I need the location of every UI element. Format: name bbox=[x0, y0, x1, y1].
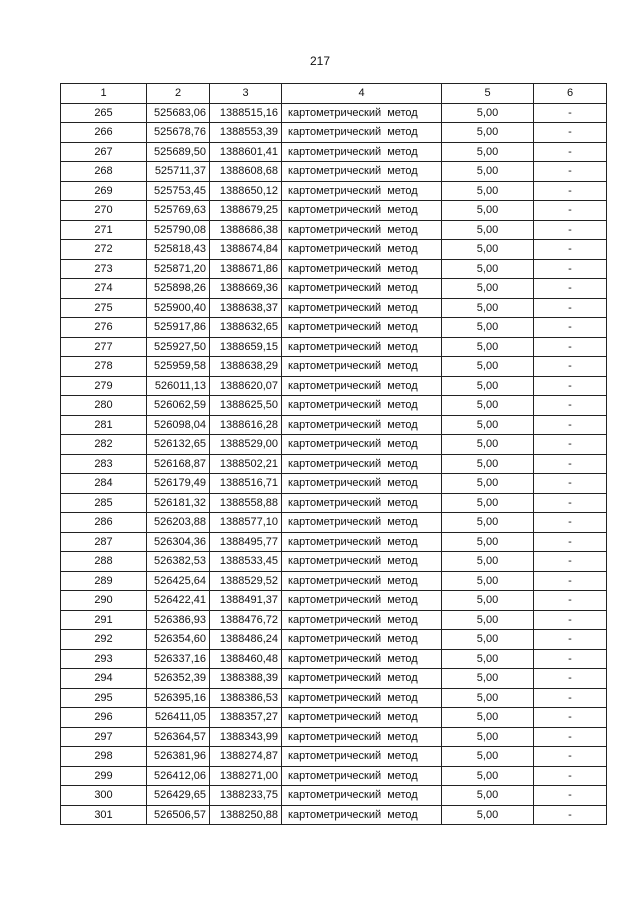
note-cell: - bbox=[534, 298, 607, 318]
accuracy-cell: 5,00 bbox=[442, 337, 534, 357]
note-cell: - bbox=[534, 747, 607, 767]
point-number-cell: 286 bbox=[61, 513, 147, 533]
note-cell: - bbox=[534, 552, 607, 572]
note-cell: - bbox=[534, 493, 607, 513]
method-cell: картометрический метод bbox=[282, 240, 442, 260]
accuracy-cell: 5,00 bbox=[442, 747, 534, 767]
header-cell-3: 3 bbox=[210, 84, 282, 104]
accuracy-cell: 5,00 bbox=[442, 201, 534, 221]
point-number-cell: 276 bbox=[61, 318, 147, 338]
note-cell: - bbox=[534, 708, 607, 728]
x-coordinate-cell: 525678,76 bbox=[147, 123, 210, 143]
table-row bbox=[61, 123, 607, 143]
y-coordinate-cell: 1388638,37 bbox=[210, 298, 282, 318]
point-number-cell: 298 bbox=[61, 747, 147, 767]
header-cell-5: 5 bbox=[442, 84, 534, 104]
table-row bbox=[61, 630, 607, 650]
y-coordinate-cell: 1388486,24 bbox=[210, 630, 282, 650]
method-cell: картометрический метод bbox=[282, 142, 442, 162]
y-coordinate-cell: 1388616,28 bbox=[210, 415, 282, 435]
y-coordinate-cell: 1388529,52 bbox=[210, 571, 282, 591]
note-cell: - bbox=[534, 435, 607, 455]
header-cell-2: 2 bbox=[147, 84, 210, 104]
point-number-cell: 292 bbox=[61, 630, 147, 650]
y-coordinate-cell: 1388476,72 bbox=[210, 610, 282, 630]
method-cell: картометрический метод bbox=[282, 279, 442, 299]
accuracy-cell: 5,00 bbox=[442, 493, 534, 513]
table-row bbox=[61, 103, 607, 123]
point-number-cell: 293 bbox=[61, 649, 147, 669]
y-coordinate-cell: 1388601,41 bbox=[210, 142, 282, 162]
point-number-cell: 283 bbox=[61, 454, 147, 474]
method-cell: картометрический метод bbox=[282, 532, 442, 552]
method-cell: картометрический метод bbox=[282, 259, 442, 279]
x-coordinate-cell: 526098,04 bbox=[147, 415, 210, 435]
y-coordinate-cell: 1388460,48 bbox=[210, 649, 282, 669]
table-header-row bbox=[61, 84, 607, 104]
x-coordinate-cell: 526203,88 bbox=[147, 513, 210, 533]
accuracy-cell: 5,00 bbox=[442, 259, 534, 279]
y-coordinate-cell: 1388515,16 bbox=[210, 103, 282, 123]
note-cell: - bbox=[534, 181, 607, 201]
note-cell: - bbox=[534, 591, 607, 611]
note-cell: - bbox=[534, 805, 607, 825]
method-cell: картометрический метод bbox=[282, 318, 442, 338]
y-coordinate-cell: 1388516,71 bbox=[210, 474, 282, 494]
table-row bbox=[61, 786, 607, 806]
note-cell: - bbox=[534, 259, 607, 279]
method-cell: картометрический метод bbox=[282, 649, 442, 669]
note-cell: - bbox=[534, 103, 607, 123]
table-row bbox=[61, 591, 607, 611]
point-number-cell: 295 bbox=[61, 688, 147, 708]
table-row bbox=[61, 220, 607, 240]
y-coordinate-cell: 1388357,27 bbox=[210, 708, 282, 728]
method-cell: картометрический метод bbox=[282, 493, 442, 513]
accuracy-cell: 5,00 bbox=[442, 435, 534, 455]
table-row bbox=[61, 727, 607, 747]
point-number-cell: 288 bbox=[61, 552, 147, 572]
table-row bbox=[61, 279, 607, 299]
accuracy-cell: 5,00 bbox=[442, 805, 534, 825]
y-coordinate-cell: 1388679,25 bbox=[210, 201, 282, 221]
method-cell: картометрический метод bbox=[282, 376, 442, 396]
table-row bbox=[61, 513, 607, 533]
y-coordinate-cell: 1388388,39 bbox=[210, 669, 282, 689]
table-row bbox=[61, 259, 607, 279]
y-coordinate-cell: 1388553,39 bbox=[210, 123, 282, 143]
accuracy-cell: 5,00 bbox=[442, 454, 534, 474]
x-coordinate-cell: 526381,96 bbox=[147, 747, 210, 767]
note-cell: - bbox=[534, 669, 607, 689]
point-number-cell: 284 bbox=[61, 474, 147, 494]
accuracy-cell: 5,00 bbox=[442, 376, 534, 396]
table-row bbox=[61, 805, 607, 825]
table-row bbox=[61, 610, 607, 630]
point-number-cell: 266 bbox=[61, 123, 147, 143]
accuracy-cell: 5,00 bbox=[442, 532, 534, 552]
table-row bbox=[61, 201, 607, 221]
point-number-cell: 285 bbox=[61, 493, 147, 513]
note-cell: - bbox=[534, 688, 607, 708]
x-coordinate-cell: 526304,36 bbox=[147, 532, 210, 552]
y-coordinate-cell: 1388502,21 bbox=[210, 454, 282, 474]
note-cell: - bbox=[534, 123, 607, 143]
x-coordinate-cell: 526506,57 bbox=[147, 805, 210, 825]
accuracy-cell: 5,00 bbox=[442, 474, 534, 494]
x-coordinate-cell: 526386,93 bbox=[147, 610, 210, 630]
header-cell-6: 6 bbox=[534, 84, 607, 104]
x-coordinate-cell: 526412,06 bbox=[147, 766, 210, 786]
x-coordinate-cell: 526422,41 bbox=[147, 591, 210, 611]
y-coordinate-cell: 1388659,15 bbox=[210, 337, 282, 357]
method-cell: картометрический метод bbox=[282, 123, 442, 143]
note-cell: - bbox=[534, 318, 607, 338]
accuracy-cell: 5,00 bbox=[442, 181, 534, 201]
table-row bbox=[61, 337, 607, 357]
x-coordinate-cell: 525769,63 bbox=[147, 201, 210, 221]
accuracy-cell: 5,00 bbox=[442, 669, 534, 689]
y-coordinate-cell: 1388632,65 bbox=[210, 318, 282, 338]
method-cell: картометрический метод bbox=[282, 727, 442, 747]
x-coordinate-cell: 525689,50 bbox=[147, 142, 210, 162]
point-number-cell: 297 bbox=[61, 727, 147, 747]
y-coordinate-cell: 1388669,36 bbox=[210, 279, 282, 299]
note-cell: - bbox=[534, 474, 607, 494]
x-coordinate-cell: 526062,59 bbox=[147, 396, 210, 416]
table-row bbox=[61, 435, 607, 455]
note-cell: - bbox=[534, 513, 607, 533]
note-cell: - bbox=[534, 396, 607, 416]
accuracy-cell: 5,00 bbox=[442, 396, 534, 416]
method-cell: картометрический метод bbox=[282, 630, 442, 650]
y-coordinate-cell: 1388650,12 bbox=[210, 181, 282, 201]
note-cell: - bbox=[534, 201, 607, 221]
note-cell: - bbox=[534, 376, 607, 396]
table-row bbox=[61, 649, 607, 669]
y-coordinate-cell: 1388533,45 bbox=[210, 552, 282, 572]
accuracy-cell: 5,00 bbox=[442, 103, 534, 123]
x-coordinate-cell: 526425,64 bbox=[147, 571, 210, 591]
y-coordinate-cell: 1388577,10 bbox=[210, 513, 282, 533]
y-coordinate-cell: 1388686,38 bbox=[210, 220, 282, 240]
y-coordinate-cell: 1388638,29 bbox=[210, 357, 282, 377]
accuracy-cell: 5,00 bbox=[442, 415, 534, 435]
point-number-cell: 289 bbox=[61, 571, 147, 591]
accuracy-cell: 5,00 bbox=[442, 649, 534, 669]
note-cell: - bbox=[534, 532, 607, 552]
note-cell: - bbox=[534, 220, 607, 240]
note-cell: - bbox=[534, 610, 607, 630]
x-coordinate-cell: 525818,43 bbox=[147, 240, 210, 260]
table-row bbox=[61, 357, 607, 377]
x-coordinate-cell: 525900,40 bbox=[147, 298, 210, 318]
table-row bbox=[61, 688, 607, 708]
method-cell: картометрический метод bbox=[282, 474, 442, 494]
accuracy-cell: 5,00 bbox=[442, 727, 534, 747]
method-cell: картометрический метод bbox=[282, 571, 442, 591]
y-coordinate-cell: 1388386,53 bbox=[210, 688, 282, 708]
x-coordinate-cell: 525683,06 bbox=[147, 103, 210, 123]
table-row bbox=[61, 376, 607, 396]
table-row bbox=[61, 669, 607, 689]
table-row bbox=[61, 493, 607, 513]
method-cell: картометрический метод bbox=[282, 786, 442, 806]
point-number-cell: 279 bbox=[61, 376, 147, 396]
accuracy-cell: 5,00 bbox=[442, 610, 534, 630]
method-cell: картометрический метод bbox=[282, 513, 442, 533]
method-cell: картометрический метод bbox=[282, 552, 442, 572]
method-cell: картометрический метод bbox=[282, 747, 442, 767]
y-coordinate-cell: 1388625,50 bbox=[210, 396, 282, 416]
point-number-cell: 300 bbox=[61, 786, 147, 806]
y-coordinate-cell: 1388495,77 bbox=[210, 532, 282, 552]
method-cell: картометрический метод bbox=[282, 396, 442, 416]
point-number-cell: 296 bbox=[61, 708, 147, 728]
method-cell: картометрический метод bbox=[282, 415, 442, 435]
table-row bbox=[61, 454, 607, 474]
y-coordinate-cell: 1388274,87 bbox=[210, 747, 282, 767]
coordinates-table bbox=[60, 83, 607, 825]
x-coordinate-cell: 525959,58 bbox=[147, 357, 210, 377]
header-cell-4: 4 bbox=[282, 84, 442, 104]
x-coordinate-cell: 526354,60 bbox=[147, 630, 210, 650]
method-cell: картометрический метод bbox=[282, 220, 442, 240]
x-coordinate-cell: 525927,50 bbox=[147, 337, 210, 357]
x-coordinate-cell: 525753,45 bbox=[147, 181, 210, 201]
point-number-cell: 270 bbox=[61, 201, 147, 221]
point-number-cell: 290 bbox=[61, 591, 147, 611]
note-cell: - bbox=[534, 337, 607, 357]
accuracy-cell: 5,00 bbox=[442, 357, 534, 377]
point-number-cell: 294 bbox=[61, 669, 147, 689]
accuracy-cell: 5,00 bbox=[442, 708, 534, 728]
table-row bbox=[61, 532, 607, 552]
note-cell: - bbox=[534, 630, 607, 650]
method-cell: картометрический метод bbox=[282, 591, 442, 611]
accuracy-cell: 5,00 bbox=[442, 786, 534, 806]
method-cell: картометрический метод bbox=[282, 805, 442, 825]
x-coordinate-cell: 526181,32 bbox=[147, 493, 210, 513]
point-number-cell: 301 bbox=[61, 805, 147, 825]
x-coordinate-cell: 526352,39 bbox=[147, 669, 210, 689]
x-coordinate-cell: 526382,53 bbox=[147, 552, 210, 572]
method-cell: картометрический метод bbox=[282, 435, 442, 455]
method-cell: картометрический метод bbox=[282, 103, 442, 123]
point-number-cell: 274 bbox=[61, 279, 147, 299]
table-row bbox=[61, 181, 607, 201]
x-coordinate-cell: 525898,26 bbox=[147, 279, 210, 299]
table-row bbox=[61, 298, 607, 318]
accuracy-cell: 5,00 bbox=[442, 162, 534, 182]
method-cell: картометрический метод bbox=[282, 298, 442, 318]
accuracy-cell: 5,00 bbox=[442, 142, 534, 162]
point-number-cell: 277 bbox=[61, 337, 147, 357]
point-number-cell: 273 bbox=[61, 259, 147, 279]
method-cell: картометрический метод bbox=[282, 454, 442, 474]
note-cell: - bbox=[534, 786, 607, 806]
y-coordinate-cell: 1388671,86 bbox=[210, 259, 282, 279]
y-coordinate-cell: 1388233,75 bbox=[210, 786, 282, 806]
method-cell: картометрический метод bbox=[282, 688, 442, 708]
accuracy-cell: 5,00 bbox=[442, 591, 534, 611]
x-coordinate-cell: 526411,05 bbox=[147, 708, 210, 728]
note-cell: - bbox=[534, 357, 607, 377]
y-coordinate-cell: 1388271,00 bbox=[210, 766, 282, 786]
x-coordinate-cell: 526168,87 bbox=[147, 454, 210, 474]
table-row bbox=[61, 474, 607, 494]
method-cell: картометрический метод bbox=[282, 181, 442, 201]
point-number-cell: 291 bbox=[61, 610, 147, 630]
method-cell: картометрический метод bbox=[282, 337, 442, 357]
method-cell: картометрический метод bbox=[282, 766, 442, 786]
accuracy-cell: 5,00 bbox=[442, 123, 534, 143]
header-cell-1: 1 bbox=[61, 84, 147, 104]
method-cell: картометрический метод bbox=[282, 162, 442, 182]
point-number-cell: 275 bbox=[61, 298, 147, 318]
x-coordinate-cell: 526132,65 bbox=[147, 435, 210, 455]
table-row bbox=[61, 571, 607, 591]
table-row bbox=[61, 708, 607, 728]
method-cell: картометрический метод bbox=[282, 669, 442, 689]
accuracy-cell: 5,00 bbox=[442, 552, 534, 572]
note-cell: - bbox=[534, 240, 607, 260]
note-cell: - bbox=[534, 415, 607, 435]
table-body bbox=[61, 84, 607, 825]
table-row bbox=[61, 552, 607, 572]
y-coordinate-cell: 1388620,07 bbox=[210, 376, 282, 396]
accuracy-cell: 5,00 bbox=[442, 220, 534, 240]
point-number-cell: 265 bbox=[61, 103, 147, 123]
y-coordinate-cell: 1388343,99 bbox=[210, 727, 282, 747]
y-coordinate-cell: 1388491,37 bbox=[210, 591, 282, 611]
accuracy-cell: 5,00 bbox=[442, 240, 534, 260]
table-row bbox=[61, 318, 607, 338]
note-cell: - bbox=[534, 454, 607, 474]
x-coordinate-cell: 525790,08 bbox=[147, 220, 210, 240]
accuracy-cell: 5,00 bbox=[442, 513, 534, 533]
y-coordinate-cell: 1388674,84 bbox=[210, 240, 282, 260]
x-coordinate-cell: 525871,20 bbox=[147, 259, 210, 279]
x-coordinate-cell: 526429,65 bbox=[147, 786, 210, 806]
method-cell: картометрический метод bbox=[282, 357, 442, 377]
table-row bbox=[61, 162, 607, 182]
note-cell: - bbox=[534, 727, 607, 747]
note-cell: - bbox=[534, 142, 607, 162]
point-number-cell: 267 bbox=[61, 142, 147, 162]
table-row bbox=[61, 240, 607, 260]
method-cell: картометрический метод bbox=[282, 708, 442, 728]
table-row bbox=[61, 766, 607, 786]
x-coordinate-cell: 525711,37 bbox=[147, 162, 210, 182]
point-number-cell: 269 bbox=[61, 181, 147, 201]
note-cell: - bbox=[534, 162, 607, 182]
point-number-cell: 281 bbox=[61, 415, 147, 435]
table-row bbox=[61, 396, 607, 416]
table-row bbox=[61, 747, 607, 767]
note-cell: - bbox=[534, 571, 607, 591]
accuracy-cell: 5,00 bbox=[442, 571, 534, 591]
point-number-cell: 278 bbox=[61, 357, 147, 377]
method-cell: картометрический метод bbox=[282, 610, 442, 630]
table-row bbox=[61, 142, 607, 162]
accuracy-cell: 5,00 bbox=[442, 279, 534, 299]
note-cell: - bbox=[534, 766, 607, 786]
point-number-cell: 268 bbox=[61, 162, 147, 182]
point-number-cell: 299 bbox=[61, 766, 147, 786]
point-number-cell: 272 bbox=[61, 240, 147, 260]
y-coordinate-cell: 1388608,68 bbox=[210, 162, 282, 182]
x-coordinate-cell: 526179,49 bbox=[147, 474, 210, 494]
note-cell: - bbox=[534, 649, 607, 669]
x-coordinate-cell: 526337,16 bbox=[147, 649, 210, 669]
x-coordinate-cell: 526364,57 bbox=[147, 727, 210, 747]
accuracy-cell: 5,00 bbox=[442, 318, 534, 338]
table-row bbox=[61, 415, 607, 435]
accuracy-cell: 5,00 bbox=[442, 688, 534, 708]
point-number-cell: 271 bbox=[61, 220, 147, 240]
y-coordinate-cell: 1388558,88 bbox=[210, 493, 282, 513]
point-number-cell: 287 bbox=[61, 532, 147, 552]
y-coordinate-cell: 1388250,88 bbox=[210, 805, 282, 825]
point-number-cell: 280 bbox=[61, 396, 147, 416]
page-number: 217 bbox=[309, 54, 331, 68]
note-cell: - bbox=[534, 279, 607, 299]
x-coordinate-cell: 525917,86 bbox=[147, 318, 210, 338]
y-coordinate-cell: 1388529,00 bbox=[210, 435, 282, 455]
accuracy-cell: 5,00 bbox=[442, 298, 534, 318]
accuracy-cell: 5,00 bbox=[442, 630, 534, 650]
x-coordinate-cell: 526395,16 bbox=[147, 688, 210, 708]
point-number-cell: 282 bbox=[61, 435, 147, 455]
x-coordinate-cell: 526011,13 bbox=[147, 376, 210, 396]
method-cell: картометрический метод bbox=[282, 201, 442, 221]
accuracy-cell: 5,00 bbox=[442, 766, 534, 786]
